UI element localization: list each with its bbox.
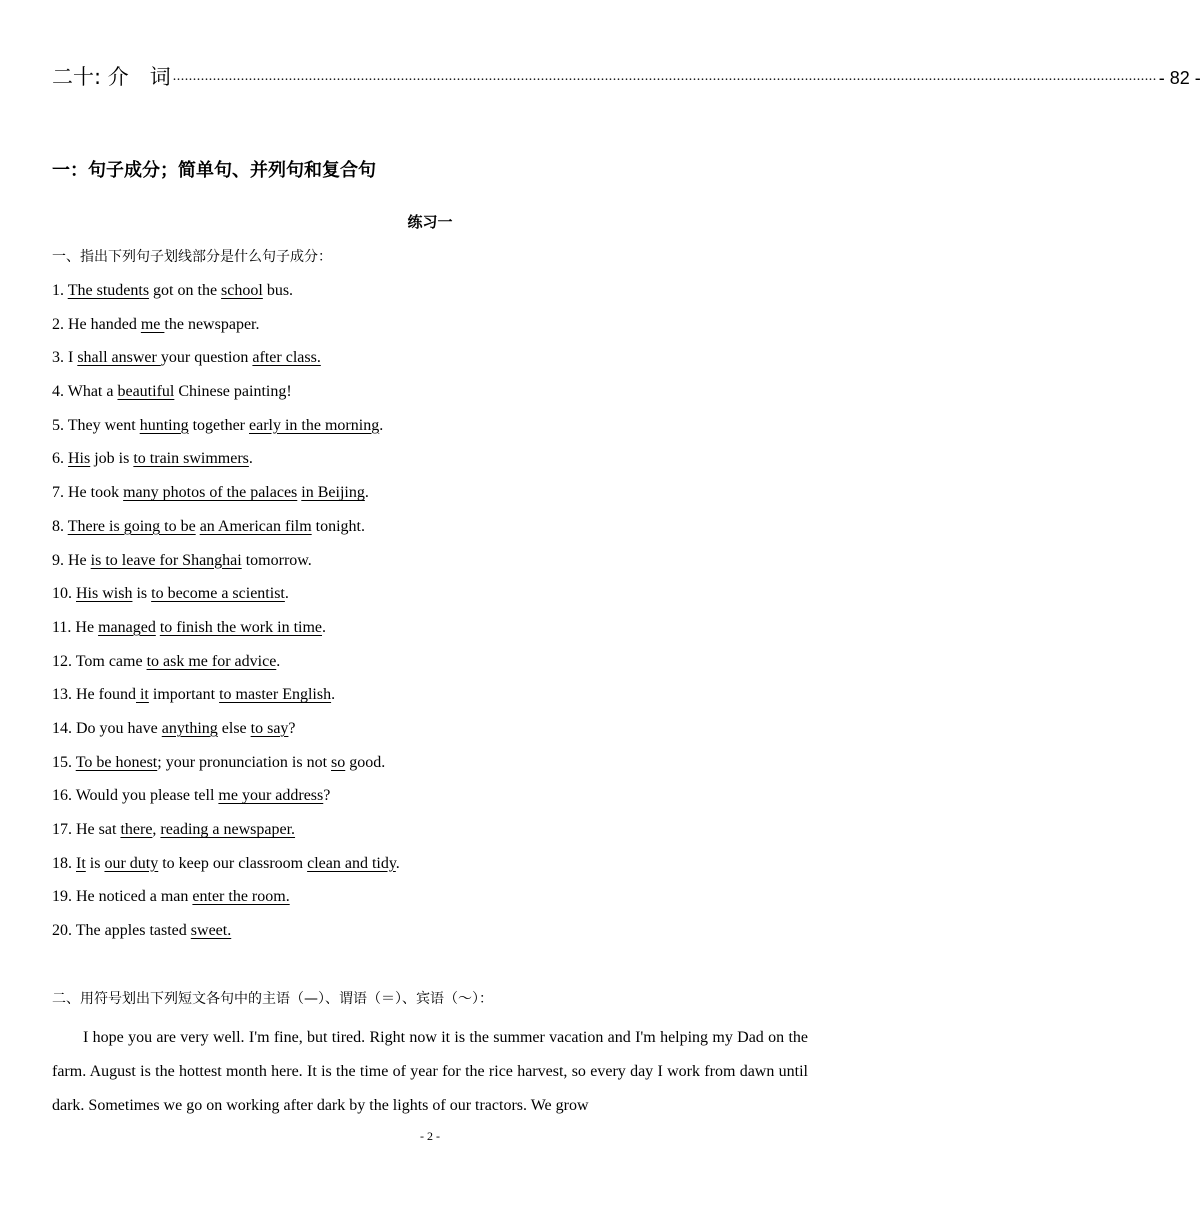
text-segment: 18. <box>52 854 76 872</box>
text-segment: 19. He noticed a man <box>52 888 193 906</box>
toc-entry[interactable] <box>52 60 1201 90</box>
passage-text: I hope you are very well. I'm fine, but tired. Right now it is the summer vacation and I'm helping my Dad on the farm. August is the hottest month here. It is the time of year for the rice harvest, so every day I work from dawn until dark. Sometimes we go on working after dark by the lights of our tractors. We grow <box>52 1029 808 1114</box>
underlined-segment: so <box>331 753 346 771</box>
underlined-segment: an American film <box>199 517 312 535</box>
exercise-item <box>52 616 812 650</box>
exercise-title: 练习一 <box>407 213 453 231</box>
text-segment: job is <box>90 450 134 468</box>
text-segment: . <box>322 618 327 636</box>
underlined-segment: The students <box>67 282 150 299</box>
underlined-segment: His wish <box>76 585 133 603</box>
page-number: - 2 - <box>420 1129 440 1143</box>
text-segment: 4. What a <box>52 383 118 401</box>
text-segment: . <box>276 652 281 670</box>
text-segment: . <box>364 484 369 502</box>
text-segment: 2. He handed <box>52 315 141 333</box>
text-segment: 1. <box>52 282 68 299</box>
text-segment: is <box>85 854 105 872</box>
exercise-item <box>52 279 812 313</box>
text-segment: 9. He <box>52 551 91 569</box>
underlined-segment: after class. <box>252 349 321 367</box>
text-segment: to keep our classroom <box>158 854 308 872</box>
text-segment: 8. <box>52 517 68 535</box>
text-segment: . <box>395 854 400 872</box>
underlined-segment: our duty <box>104 854 159 872</box>
underlined-segment: there <box>120 821 153 838</box>
text-segment: . <box>284 585 289 603</box>
exercise-item <box>52 549 812 583</box>
underlined-segment: to become a scientist <box>151 585 285 603</box>
text-segment: ; your pronunciation is not <box>157 753 332 771</box>
text-segment: good. <box>345 753 386 771</box>
underlined-segment: clean and tidy <box>307 854 396 872</box>
exercise-item <box>52 313 812 347</box>
text-segment: your question <box>160 349 253 367</box>
underlined-segment: It <box>76 854 86 872</box>
text-segment: is <box>132 585 152 603</box>
underlined-segment: many photos of the palaces <box>123 484 298 502</box>
text-segment: tonight. <box>311 517 365 535</box>
text-segment: , <box>152 821 161 838</box>
text-segment: 7. He took <box>52 484 124 502</box>
text-segment: together <box>188 416 249 434</box>
text-segment: 12. Tom came <box>52 652 147 670</box>
underlined-segment: early in the morning <box>249 416 380 434</box>
underlined-segment: There is going to be <box>67 517 196 535</box>
text-segment: . <box>331 686 336 704</box>
text-segment: . <box>379 416 384 434</box>
exercise-item <box>52 818 812 852</box>
toc-leader-dots: ...................................................................................................................................................................................................................................................... <box>172 69 1157 84</box>
underlined-segment: me <box>140 315 165 333</box>
text-segment: 16. Would you please tell <box>52 787 219 805</box>
underlined-segment: hunting <box>139 416 189 434</box>
text-segment: 5. They went <box>52 416 140 434</box>
exercise-item <box>52 650 812 684</box>
text-segment: tomorrow. <box>241 551 312 569</box>
toc-entry-title: 二十: 介 词 <box>52 65 171 89</box>
text-segment: 11. He <box>52 618 99 636</box>
instruction-1: 一、指出下列句子划线部分是什么句子成分： <box>52 249 332 265</box>
underlined-segment: in Beijing <box>301 484 365 502</box>
text-segment: the newspaper. <box>164 315 260 333</box>
exercise-item <box>52 885 812 919</box>
exercise-item <box>52 751 812 785</box>
exercise-item <box>52 481 812 515</box>
underlined-segment: beautiful <box>117 383 175 401</box>
exercise-item <box>52 414 812 448</box>
underlined-segment: shall answer <box>77 349 161 367</box>
underlined-segment: to ask me for advice <box>146 652 277 670</box>
exercise-item <box>52 919 812 953</box>
underlined-segment: to master English <box>219 686 332 704</box>
text-segment: got on the <box>149 282 222 299</box>
underlined-segment: is to leave for Shanghai <box>90 551 242 569</box>
underlined-segment: school <box>221 282 263 299</box>
underlined-segment: To be honest <box>75 753 158 771</box>
text-segment: 14. Do you have <box>52 719 162 737</box>
text-segment: 20. The apples tasted <box>52 922 191 940</box>
underlined-segment: me your address <box>218 787 324 805</box>
section-heading: 一：句子成分；简单句、并列句和复合句 <box>52 160 376 181</box>
underlined-segment: reading a newspaper. <box>160 821 296 838</box>
text-segment: else <box>217 719 251 737</box>
exercise-item <box>52 447 812 481</box>
text-segment: 6. <box>52 450 68 468</box>
underlined-segment: sweet. <box>190 922 232 940</box>
underlined-segment: to say <box>250 719 289 737</box>
exercise-item <box>52 380 812 414</box>
exercise-item <box>52 852 812 886</box>
text-segment: 15. <box>52 753 76 771</box>
text-segment: . <box>248 450 253 468</box>
text-segment: 13. He found <box>52 686 136 704</box>
text-segment: bus. <box>262 282 294 299</box>
underlined-segment: to train swimmers <box>133 450 249 468</box>
underlined-segment: anything <box>161 719 218 737</box>
underlined-segment: His <box>68 450 91 468</box>
exercise-item <box>52 515 812 549</box>
underlined-segment: managed <box>98 618 156 636</box>
exercise-item <box>52 717 812 751</box>
text-segment: ? <box>323 787 331 805</box>
exercise-item <box>52 346 812 380</box>
underlined-segment: to finish the work in time <box>159 618 323 636</box>
exercise-item <box>52 582 812 616</box>
text-segment: 3. I <box>52 349 78 367</box>
exercise-list <box>52 279 812 953</box>
underlined-segment: it <box>135 686 149 704</box>
text-segment: ? <box>288 719 296 737</box>
underlined-segment: enter the room. <box>192 888 290 906</box>
instruction-2: 二、用符号划出下列短文各句中的主语（—）、谓语（＝）、宾语（～）： <box>52 991 493 1007</box>
exercise-item <box>52 683 812 717</box>
exercise-item <box>52 784 812 818</box>
text-segment: important <box>148 686 220 704</box>
text-segment: Chinese painting! <box>174 383 292 401</box>
toc-page-number: - 82 - <box>1158 68 1201 88</box>
text-segment: 10. <box>52 585 76 603</box>
text-segment: 17. He sat <box>52 821 121 838</box>
